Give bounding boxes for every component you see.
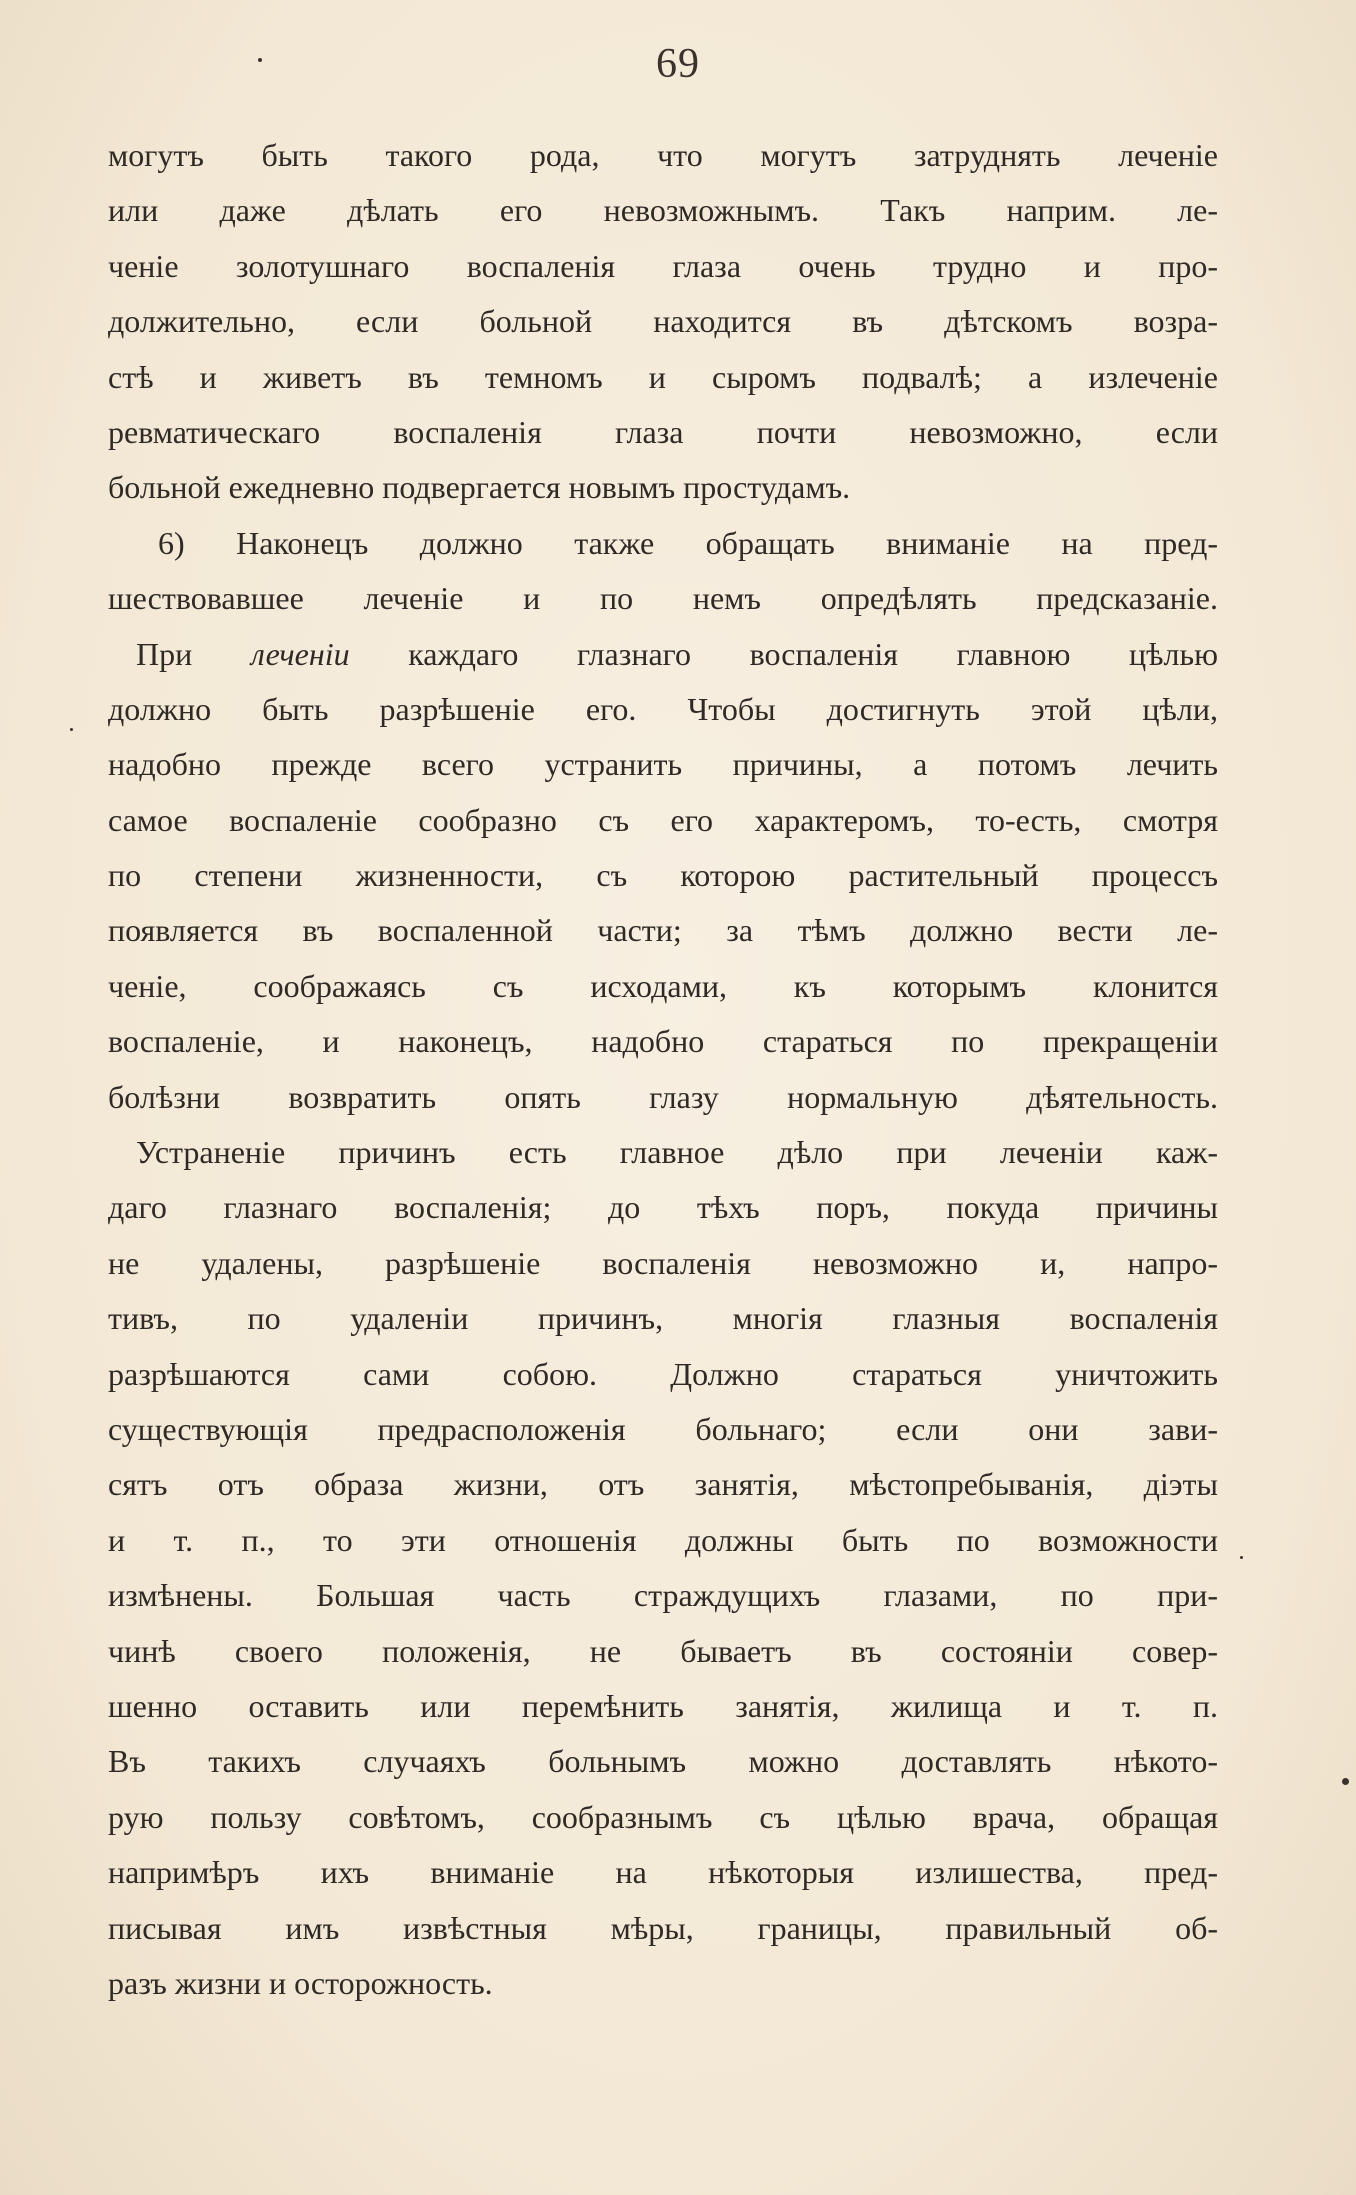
text-line: 6) Наконецъ должно также обращать вниманіе на пред- — [158, 524, 1218, 561]
text-line-segment: При — [136, 635, 251, 672]
text-line: разъ жизни и осторожность. — [108, 1964, 493, 2001]
page-number: 69 — [656, 41, 700, 87]
text-line: писывая имъ извѣстныя мѣры, границы, правильный об- — [108, 1909, 1218, 1946]
text-line — [108, 627, 1218, 682]
text-line: рую пользу совѣтомъ, сообразнымъ съ цѣлью врача, обращая — [108, 1798, 1218, 1835]
text-line: надобно прежде всего устранить причины, а потомъ лечить — [108, 746, 1218, 783]
text-line: воспаленіе, и наконецъ, надобно стараться по прекращеніи — [108, 1023, 1218, 1060]
text-line: или даже дѣлать его невозможнымъ. Такъ наприм. ле- — [108, 192, 1218, 229]
text-line: появляется въ воспаленной части; за тѣмъ должно вести ле- — [108, 912, 1218, 949]
print-speck — [70, 728, 73, 731]
text-line: ченіе, соображаясь съ исходами, къ которымъ клонится — [108, 967, 1218, 1004]
text-line: ченіе золотушнаго воспаленія глаза очень трудно и про- — [108, 247, 1218, 284]
text-line: существующія предрасположенія больнаго; если они зави- — [108, 1410, 1218, 1447]
text-line: шенно оставить или перемѣнить занятія, жилища и т. п. — [108, 1687, 1218, 1724]
text-line: должительно, если больной находится въ дѣтскомъ возра- — [108, 303, 1218, 340]
text-line: сятъ отъ образа жизни, отъ занятія, мѣстопребыванія, діэты — [108, 1466, 1218, 1503]
text-line: ревматическаго воспаленія глаза почти невозможно, если — [108, 413, 1218, 450]
print-speck — [258, 58, 262, 62]
text-line: больной ежедневно подвергается новымъ простудамъ. — [108, 469, 851, 506]
print-speck — [1240, 1556, 1243, 1559]
text-line: Въ такихъ случаяхъ больнымъ можно доставлять нѣкото- — [108, 1743, 1218, 1780]
text-line: измѣнены. Большая часть страждущихъ глазами, по при- — [108, 1577, 1218, 1614]
text-line: напримѣръ ихъ вниманіе на нѣкоторыя излишества, пред- — [108, 1854, 1218, 1891]
text-line: самое воспаленіе сообразно съ его характеромъ, то-есть, смотря — [108, 801, 1218, 838]
text-line: чинѣ своего положенія, не бываетъ въ состояніи совер- — [108, 1632, 1218, 1669]
text-line: даго глазнаго воспаленія; до тѣхъ поръ, покуда причины — [108, 1189, 1218, 1226]
text-line: стѣ и живетъ въ темномъ и сыромъ подвалѣ; а излеченіе — [108, 358, 1218, 395]
text-line: не удалены, разрѣшеніе воспаленія невозможно и, напро- — [108, 1244, 1218, 1281]
text-line: разрѣшаются сами собою. Должно стараться уничтожить — [108, 1355, 1218, 1392]
body-text — [108, 128, 1218, 2011]
emphasized-word: леченіи — [250, 635, 350, 672]
text-line: шествовавшее леченіе и по немъ опредѣлять предсказаніе. — [108, 580, 1218, 617]
text-line: должно быть разрѣшеніе его. Чтобы достигнуть этой цѣли, — [108, 690, 1218, 727]
text-line: болѣзни возвратить опять глазу нормальную дѣятельность. — [108, 1078, 1218, 1115]
text-line: могутъ быть такого рода, что могутъ затруднять леченіе — [108, 137, 1218, 173]
text-line: по степени жизненности, съ которою растительный процессъ — [108, 857, 1218, 894]
print-speck — [1342, 1778, 1349, 1785]
text-line: Устраненіе причинъ есть главное дѣло при леченіи каж- — [136, 1134, 1218, 1171]
text-line-segment: каждаго глазнаго воспаленія главною цѣлью — [349, 635, 1218, 672]
text-line: и т. п., то эти отношенія должны быть по возможности — [108, 1521, 1218, 1558]
text-line: тивъ, по удаленіи причинъ, многія глазныя воспаленія — [108, 1300, 1218, 1337]
